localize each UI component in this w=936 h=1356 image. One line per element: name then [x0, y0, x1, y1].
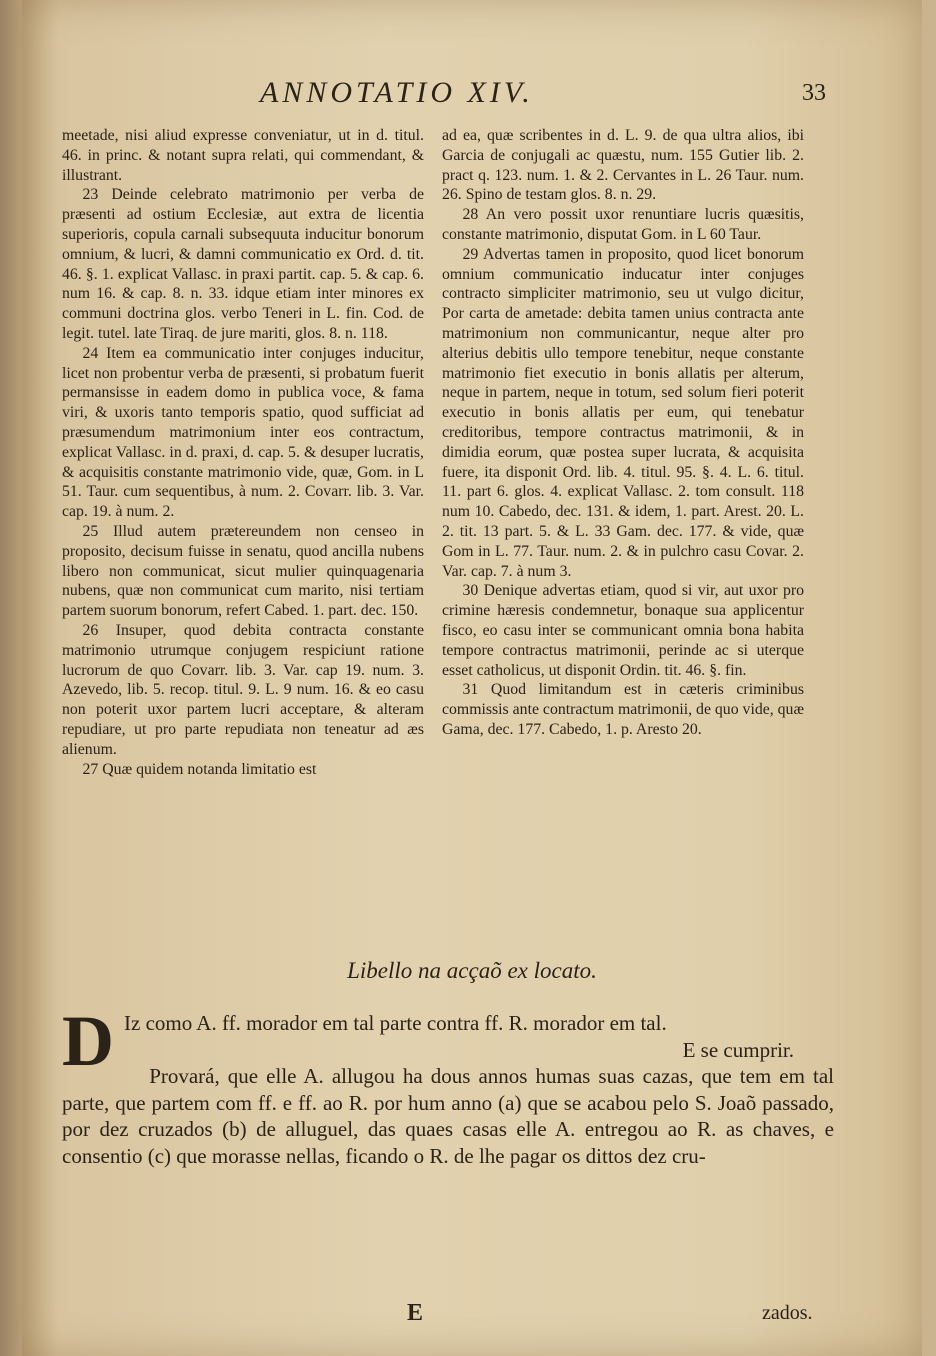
right-column	[442, 126, 804, 740]
left-column	[62, 126, 424, 779]
paragraph-24: 24 Item ea communicatio inter conjuges inducitur, licet non probentur verba de præsenti, si probatum fuerit permansisse in eadem domo in publica voce, & fama viri, & uxoris tanto temporis spatio, quod sufficiat ad præsumendum matrimonium inter eos contractum, explicat Vallasc. in d. praxi, d. cap. 5. & desuper lucratis, & acquisitis constante matrimonio vide, quæ, Gom. in L 51. Taur. cum sequentibus, à num. 2. Covarr. lib. 3. Var. cap. 19. à num. 2.	[62, 344, 424, 521]
libello-text	[62, 1001, 834, 1169]
libello-opening: Iz como A. ff. morador em tal parte contra ff. R. morador em tal.	[124, 1011, 667, 1035]
drop-cap: D	[62, 1001, 114, 1081]
paragraph-23: 23 Deinde celebrato matrimonio per verba de præsenti ad ostium Ecclesiæ, aut extra de licentia superioris, copula carnali subsequuta inducitur bonorum omnium, & lucri, & damni communicatio ex Ord. d. tit. 46. §. 1. explicat Vallasc. in praxi partit. cap. 5. & cap. 6. num 16. & cap. 8. n. 33. idque etiam inter minores ex communi doctrina glos. verbo Teneri in L. fin. Cod. de legit. tutel. late Tiraq. de jure mariti, glos. 8. n. 118.	[62, 186, 424, 342]
adjacent-page-edge	[0, 0, 22, 1356]
libello-paragraph-2: Provará, que elle A. allugou ha dous annos humas suas cazas, que tem em tal parte, que partem com ff. e ff. ao R. por hum anno (a) que se acabou pelo S. Joaõ passado, por dez cruzados (b) de alluguel, das quaes casas elle A. entregou ao R. as chaves, e consentio (c) que morasse nellas, ficando o R. de lhe pagar os dittos dez cru-	[62, 1064, 834, 1168]
paragraph-30: 30 Denique advertas etiam, quod si vir, aut uxor pro crimine hæresis condemnetur, bonaque sua applicentur fisco, eo casu inter se communicant omnia bona habita tempore contractus matrimonii, perinde ac si uterque esset catholicus, ut disponit Ordin. tit. 46. §. fin.	[442, 582, 804, 679]
paragraph-31: 31 Quod limitandum est in cæteris criminibus commissis ante contractum matrimonii, de quo vide, quæ Gama, dec. 177. Cabedo, 1. p. Aresto 20.	[442, 681, 804, 738]
running-head	[22, 70, 922, 114]
paragraph-29: 29 Advertas tamen in proposito, quod licet bonorum omnium communicatio inducatur inter conjuges contracto simpliciter matrimonio, seu ut vulgo dicitur, Por carta de ametade: debita tamen unius contracta ante matrimonium non communicantur, neque alter pro alterius debitis ullo tempore tenebitur, neque constante matrimonio fiet executio in bonis allatis per alterum, neque in partem, neque in totum, sed solum fieri poterit executio in bonis allatis per eum, qui tenebatur creditoribus, tempore contractus matrimonii, & in dimidia eorum, quæ postea super lucrata, & acquisita fuere, ita disponit Ord. lib. 4. titul. 95. §. 4. L. 6. titul. 11. part 6. glos. 4. explicat Vallasc. 2. tom consult. 118 num 10. Cabedo, dec. 131. & idem, 1. part. Arest. 20. L. 2. tit. 13 part. 5. & L. 33 Gam. dec. 177. & vide, quæ Gom in L. 77. Taur. num. 2. & in pulchro casu Covar. 2. Var. cap. 7. à num 3.	[442, 245, 804, 580]
paragraph-28: 28 An vero possit uxor renuntiare lucris quæsitis, constante matrimonio, disputat Gom. in L 60 Taur.	[442, 206, 804, 243]
page-number: 33	[802, 80, 826, 106]
signature-mark: E	[407, 1300, 424, 1326]
paragraph-27: 27 Quæ quidem notanda limitatio est	[82, 760, 317, 778]
libello-line-1	[62, 1010, 834, 1063]
libello-right-note: E se cumprir.	[682, 1037, 794, 1062]
page-title: ANNOTATIO XIV.	[260, 76, 534, 109]
paragraph-25: 25 Illud autem prætereundem non censeo in proposito, decisum fuisse in senatu, quod ancilla nubens libero non communicat, sicut mulier quinquagenaria nubens, quæ non communicat cum marito, nisi tertiam partem suorum bonorum, refert Cabed. 1. part. dec. 150.	[62, 522, 424, 620]
paragraph: ad ea, quæ scribentes in d. L. 9. de qua ultra alios, ibi Garcia de conjugali ac quæstu, num. 155 Gutier lib. 2. pract q. 123. num. 1. & 2. Cervantes in L. 26 Taur. num. 26. Spino de testam glos. 8. n. 29.	[442, 127, 804, 204]
paragraph-26: 26 Insuper, quod debita contracta constante matrimonio utrumque conjugem respiciunt ratione lucrorum de quo Covarr. lib. 3. Var. cap 19. num. 3. Azevedo, lib. 5. recop. titul. 9. L. 9 num. 16. & eo casu non poterit uxor partem lucri acceptare, & alteram repudiare, ut pro parte repudiata non teneatur ad æs alienum.	[62, 621, 424, 758]
section-heading: Libello na acçaõ ex locato.	[347, 958, 597, 983]
paragraph: meetade, nisi aliud expresse conveniatur, ut in d. titul. 46. in princ. & notant supra relati, qui commendant, & illustrant.	[62, 127, 424, 184]
book-page	[22, 0, 922, 1356]
catchword: zados.	[762, 1302, 813, 1324]
